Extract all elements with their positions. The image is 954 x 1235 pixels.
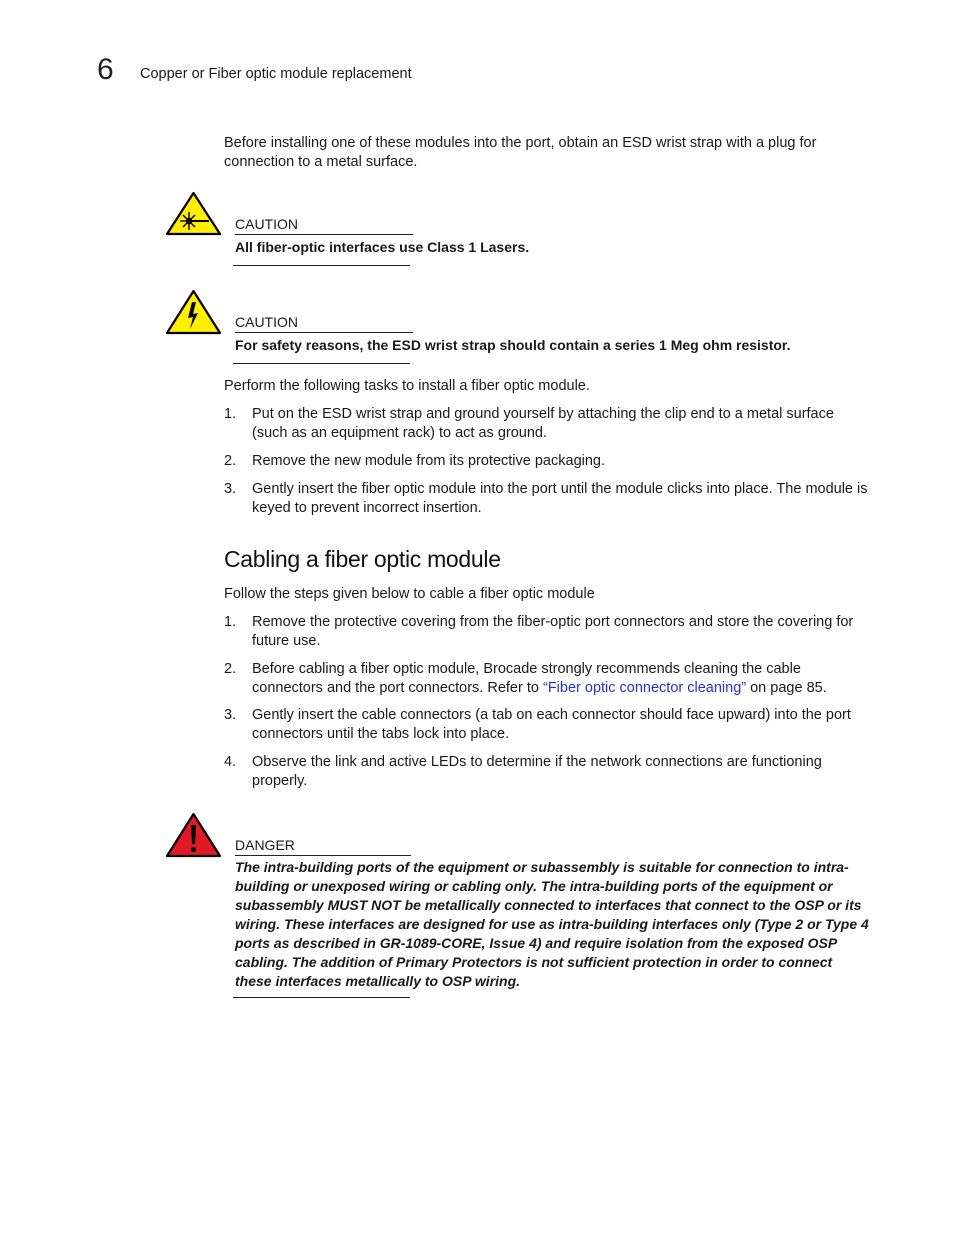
danger-text: The intra-building ports of the equipment or subassembly is suitable for connection to intra-building or unexposed wiring or cabling only. The intra-building ports of the equipment or subassembly MUST NOT be metallically connected to interfaces that connect to the OSP or its wiring. These interfaces are designed for use as intra-building interfaces only (Type 2 or Type 4 ports as described in GR-1089-CORE, Issue 4) and require isolation from the exposed OSP cabling. The addition of Primary Protectors is not sufficient protection in order to connect these interfaces metallically to OSP wiring. bbox=[235, 859, 869, 989]
step-text: Gently insert the cable connectors (a tab on each connector should face upward) into the port connectors until the tabs lock into place. bbox=[252, 707, 851, 742]
step-number: 4. bbox=[224, 754, 237, 770]
chapter-number: 6 bbox=[97, 53, 114, 86]
step-text-after-link: on page 85. bbox=[746, 680, 827, 696]
step-text: Gently insert the fiber optic module into the port until the module clicks into place. The module is keyed to prevent incorrect insertion. bbox=[252, 481, 868, 516]
step-text: Remove the protective covering from the fiber-optic port connectors and store the covering for future use. bbox=[252, 614, 854, 649]
danger-exclamation-icon bbox=[165, 812, 222, 858]
intro-paragraph: Before installing one of these modules into the port, obtain an ESD wrist strap with a plug for connection to a metal surface. bbox=[224, 135, 817, 170]
caution-laser-top-rule bbox=[235, 234, 413, 235]
caution-laser-title: CAUTION bbox=[235, 216, 298, 232]
laser-warning-icon bbox=[165, 191, 222, 236]
caution-esd-title: CAUTION bbox=[235, 314, 298, 330]
caution-esd-text: For safety reasons, the ESD wrist strap should contain a series 1 Meg ohm resistor. bbox=[235, 337, 791, 353]
step-number: 1. bbox=[224, 406, 237, 422]
cabling-lead: Follow the steps given below to cable a fiber optic module bbox=[224, 586, 595, 602]
running-title: Copper or Fiber optic module replacement bbox=[140, 66, 412, 82]
step-text: Put on the ESD wrist strap and ground yourself by attaching the clip end to a metal surface (such as an equipment rack) to act as ground. bbox=[252, 406, 834, 441]
danger-title: DANGER bbox=[235, 837, 295, 853]
step-text-before-link: Before cabling a fiber optic module, Brocade strongly recommends cleaning the cable connectors and the port connectors. Refer to bbox=[252, 661, 801, 696]
danger-bottom-rule bbox=[233, 997, 410, 998]
step-text: Observe the link and active LEDs to determine if the network connections are functioning properly. bbox=[252, 754, 822, 789]
step-number: 3. bbox=[224, 707, 237, 723]
step-number: 3. bbox=[224, 481, 237, 497]
step-text: Remove the new module from its protective packaging. bbox=[252, 453, 606, 469]
caution-laser-bottom-rule bbox=[233, 265, 410, 266]
install-lead: Perform the following tasks to install a fiber optic module. bbox=[224, 378, 590, 394]
caution-esd-top-rule bbox=[235, 332, 413, 333]
fiber-optic-cleaning-link[interactable]: “Fiber optic connector cleaning” bbox=[542, 680, 747, 696]
step-number: 2. bbox=[224, 661, 237, 677]
electrical-hazard-icon bbox=[165, 289, 222, 335]
step-number: 1. bbox=[224, 614, 237, 630]
step-number: 2. bbox=[224, 453, 237, 469]
caution-esd-bottom-rule bbox=[233, 363, 410, 364]
danger-top-rule bbox=[235, 855, 411, 856]
step-text bbox=[252, 660, 870, 698]
section-heading: Cabling a fiber optic module bbox=[224, 546, 501, 572]
caution-laser-text: All fiber-optic interfaces use Class 1 Lasers. bbox=[235, 239, 530, 255]
